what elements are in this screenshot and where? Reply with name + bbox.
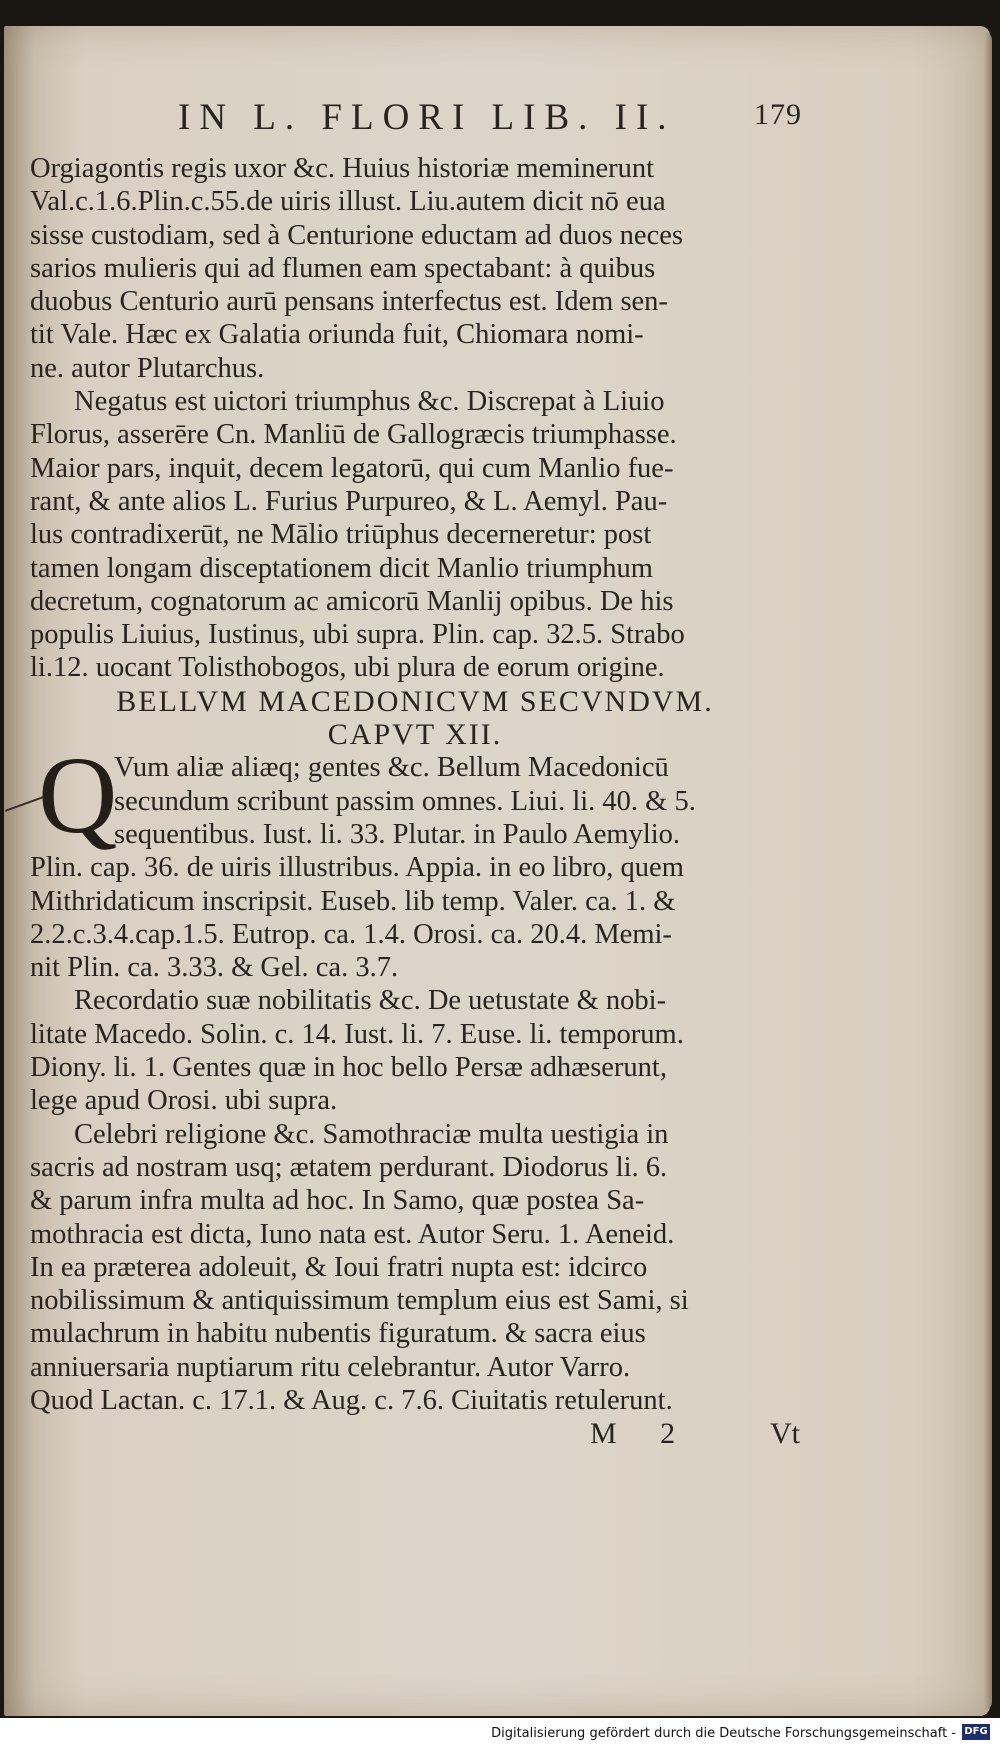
digitization-footer [0, 1718, 1000, 1748]
running-head [30, 96, 800, 152]
paragraph [30, 751, 800, 851]
text-line: Plin. cap. 36. de uiris illustribus. Appia. in eo libro, quem [30, 852, 684, 884]
text-line: duobus Centurio aurū pensans interfectus est. Idem sen- [30, 286, 668, 318]
text-line: lege apud Orosi. ubi supra. [30, 1085, 338, 1117]
paragraph [30, 152, 800, 385]
paragraph [30, 1118, 800, 1418]
page-text [30, 96, 800, 1451]
text-line: decretum, cognatorum ac amicorū Manlij opibus. De his [30, 585, 674, 617]
text-line: li.12. uocant Tolisthobogos, ubi plura de eorum origine. [30, 652, 665, 684]
text-line: Celebri religione &c. Samothraciæ multa uestigia in [74, 1118, 669, 1150]
text-line: In ea præterea adoleuit, & Ioui fratri nupta est: idcirco [30, 1251, 648, 1283]
catchword: Vt [770, 1417, 800, 1451]
text-line: Maior pars, inquit, decem legatorū, qui cum Manlio fue- [30, 452, 674, 484]
text-line: sequentibus. Iust. li. 33. Plutar. in Paulo Aemylio. [114, 818, 681, 850]
text-line: secundum scribunt passim omnes. Liui. li. 40. & 5. [114, 785, 696, 817]
text-line: tamen longam disceptationem dicit Manlio triumphum [30, 552, 653, 584]
running-head-title: IN L. FLORI LIB. II. [178, 97, 676, 138]
text-line: mulachrum in habitu nubentis figuratum. & sacra eius [30, 1318, 646, 1350]
paragraph [30, 984, 800, 1117]
text-line: Diony. li. 1. Gentes quæ in hoc bello Persæ adhæserunt, [30, 1052, 667, 1084]
funding-credit: Digitalisierung gefördert durch die Deutsche Forschungsgemeinschaft - [491, 1726, 956, 1741]
text-line: sacris ad nostram usq; ætatem perdurant. Diodorus li. 6. [30, 1151, 668, 1183]
text-line: litate Macedo. Solin. c. 14. Iust. li. 7. Euse. li. temporum. [30, 1018, 684, 1050]
text-line: Recordatio suæ nobilitatis &c. De uetustate & nobi- [74, 985, 667, 1017]
chapter-number: CAPVT XII. [327, 718, 503, 752]
signature-mark: M 2 [590, 1417, 694, 1451]
text-line: mothracia est dicta, Iuno nata est. Autor Seru. 1. Aeneid. [30, 1218, 675, 1250]
text-line: anniuersaria nuptiarum ritu celebrantur. Autor Varro. [30, 1351, 631, 1383]
text-line: 2.2.c.3.4.cap.1.5. Eutrop. ca. 1.4. Orosi. ca. 20.4. Memi- [30, 918, 672, 950]
text-line: populis Liuius, Iustinus, ubi supra. Plin. cap. 32.5. Strabo [30, 619, 685, 651]
page-edge [984, 32, 992, 1710]
text-line: rant, & ante alios L. Furius Purpureo, & L. Aemyl. Pau- [30, 485, 668, 517]
text-line: sarios mulieris qui ad flumen eam spectabant: à quibus [30, 252, 656, 284]
text-line: Negatus est uictori triumphus &c. Discrepat à Liuio [74, 386, 665, 418]
text-line: Vum aliæ aliæq; gentes &c. Bellum Macedonicū [114, 752, 669, 784]
signature-line [30, 1417, 800, 1451]
decorated-initial: Q [38, 734, 118, 857]
text-line: ne. autor Plutarchus. [30, 352, 265, 384]
text-line: Val.c.1.6.Plin.c.55.de uiris illust. Liu.autem dicit nō eua [30, 186, 666, 218]
text-line: & parum infra multa ad hoc. In Samo, quæ postea Sa- [30, 1185, 645, 1217]
chapter-title: BELLVM MACEDONICVM SECVNDVM. [116, 684, 714, 718]
text-line: Mithridaticum inscripsit. Euseb. lib temp. Valer. ca. 1. & [30, 885, 676, 917]
text-line: Quod Lactan. c. 17.1. & Aug. c. 7.6. Ciuitatis retulerunt. [30, 1384, 673, 1416]
text-line: lus contradixerūt, ne Mālio triūphus decerneretur: post [30, 519, 652, 551]
text-line: Florus, asserēre Cn. Manliū de Gallogræcis triumphasse. [30, 419, 677, 451]
text-line: sisse custodiam, sed à Centurione eductam ad duos neces [30, 219, 683, 251]
text-line: Orgiagontis regis uxor &c. Huius historiæ meminerunt [30, 153, 655, 184]
page-number: 179 [754, 98, 802, 131]
text-line: nobilissimum & antiquissimum templum eius est Sami, si [30, 1285, 689, 1317]
dfg-logo: DFG [962, 1724, 990, 1740]
paragraph [30, 385, 800, 685]
text-line: nit Plin. ca. 3.33. & Gel. ca. 3.7. [30, 952, 399, 984]
paragraph-continuation [30, 851, 800, 984]
text-line: tit Vale. Hæc ex Galatia oriunda fuit, Chiomara nomi- [30, 319, 644, 351]
